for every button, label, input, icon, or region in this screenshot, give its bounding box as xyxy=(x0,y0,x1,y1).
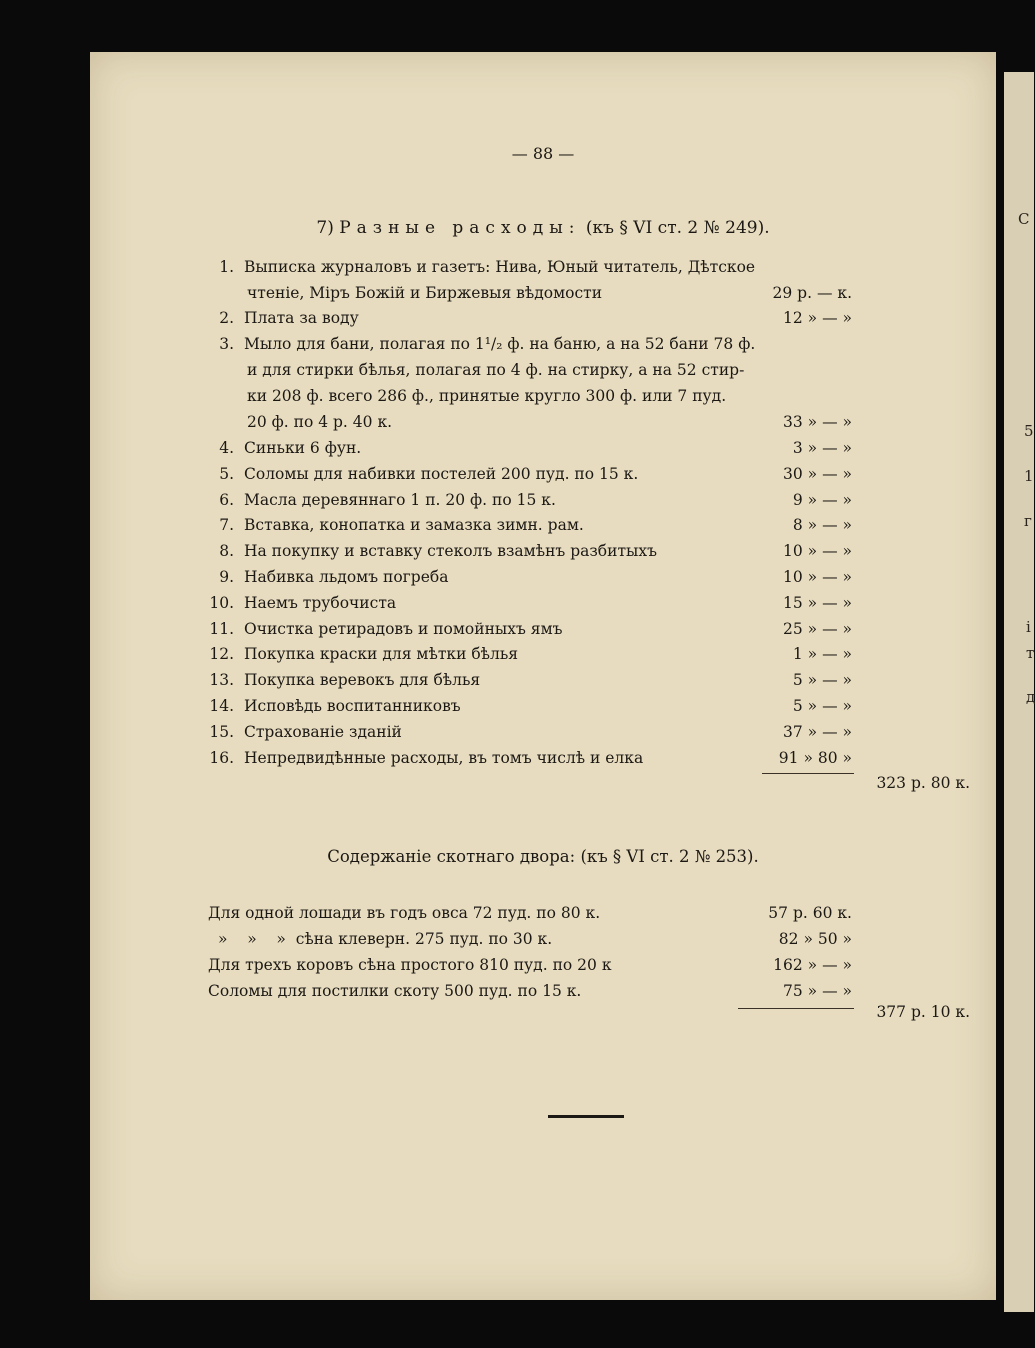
item-number: 7. xyxy=(219,516,234,534)
expense-line xyxy=(90,516,996,540)
item-text: Страхованіе зданій xyxy=(244,723,402,741)
expense-line xyxy=(90,439,996,463)
item-number: 12. xyxy=(209,645,234,663)
item-text: » » » сѣна клеверн. 275 пуд. по 30 к. xyxy=(218,930,553,948)
expense-line xyxy=(90,697,996,721)
sum-rule xyxy=(762,773,854,774)
expense-line xyxy=(90,620,996,644)
item-amount: 162 » — » xyxy=(773,956,852,974)
item-amount: 1 » — » xyxy=(792,645,852,663)
expense-line xyxy=(90,749,996,773)
item-number: 15. xyxy=(209,723,234,741)
item-text: Покупка краски для мѣтки бѣлья xyxy=(244,645,519,663)
item-text: Плата за воду xyxy=(244,309,359,327)
item-text: Очистка ретирадовъ и помойныхъ ямъ xyxy=(244,620,563,638)
adjacent-page-edge xyxy=(1004,72,1034,1312)
section-title-ref: (къ § VI ст. 2 № 249). xyxy=(585,218,770,238)
item-amount: 12 » — » xyxy=(783,309,852,327)
expense-line xyxy=(90,284,996,308)
expense-line xyxy=(90,723,996,747)
document-page xyxy=(90,52,996,1300)
item-amount: 30 » — » xyxy=(783,465,852,483)
item-number: 8. xyxy=(219,542,234,560)
item-text: Исповѣдь воспитанниковъ xyxy=(244,697,461,715)
item-amount: 75 » — » xyxy=(783,982,852,1000)
expense-line xyxy=(90,491,996,515)
edge-letter: г xyxy=(1024,512,1032,530)
expense-line xyxy=(90,335,996,359)
item-number: 4. xyxy=(219,439,234,457)
item-amount: 57 р. 60 к. xyxy=(768,904,852,922)
item-text: Набивка льдомъ погреба xyxy=(244,568,449,586)
item-text: Мыло для бани, полагая по 1¹/₂ ф. на баню, а на 52 бани 78 ф. xyxy=(244,335,756,353)
item-text: Непредвидѣнные расходы, въ томъ числѣ и елка xyxy=(244,749,644,767)
item-number: 5. xyxy=(219,465,234,483)
item-number: 13. xyxy=(209,671,234,689)
item-number: 10. xyxy=(209,594,234,612)
expense-line xyxy=(90,413,996,437)
item-amount: 33 » — » xyxy=(783,413,852,431)
item-text: Для трехъ коровъ сѣна простого 810 пуд. по 20 к xyxy=(208,956,612,974)
sum-rule xyxy=(738,1008,854,1009)
item-text: Наемъ трубочиста xyxy=(244,594,397,612)
section-total: 323 р. 80 к. xyxy=(876,774,970,792)
item-number: 14. xyxy=(209,697,234,715)
item-text: ки 208 ф. всего 286 ф., принятые кругло 300 ф. или 7 пуд. xyxy=(247,387,727,405)
item-amount: 29 р. — к. xyxy=(772,284,852,302)
item-number: 9. xyxy=(219,568,234,586)
item-amount: 37 » — » xyxy=(783,723,852,741)
item-number: 1. xyxy=(219,258,234,276)
item-text: 20 ф. по 4 р. 40 к. xyxy=(247,413,393,431)
item-text: Соломы для набивки постелей 200 пуд. по 15 к. xyxy=(244,465,639,483)
section-title-prefix: 7) xyxy=(316,218,334,238)
item-text: Соломы для постилки скоту 500 пуд. по 15 к. xyxy=(208,982,582,1000)
edge-letter: 1 xyxy=(1024,467,1034,485)
item-text: На покупку и вставку стеколъ взамѣнъ разбитыхъ xyxy=(244,542,657,560)
livestock-line xyxy=(90,956,996,980)
section-title-spaced: Разные расходы: xyxy=(339,218,581,238)
item-text: Для одной лошади въ годъ овса 72 пуд. по 80 к. xyxy=(208,904,601,922)
item-number: 11. xyxy=(209,620,234,638)
expense-line xyxy=(90,645,996,669)
end-rule xyxy=(548,1115,624,1118)
item-amount: 15 » — » xyxy=(783,594,852,612)
item-number: 2. xyxy=(219,309,234,327)
item-text: Покупка веревокъ для бѣлья xyxy=(244,671,481,689)
item-number: 3. xyxy=(219,335,234,353)
item-text: Масла деревяннаго 1 п. 20 ф. по 15 к. xyxy=(244,491,556,509)
item-amount: 5 » — » xyxy=(792,671,852,689)
item-number: 16. xyxy=(209,749,234,767)
expense-line xyxy=(90,568,996,592)
section-total: 377 р. 10 к. xyxy=(876,1003,970,1021)
item-text: чтеніе, Міръ Божій и Биржевыя вѣдомости xyxy=(247,284,603,302)
section-title xyxy=(90,218,996,238)
livestock-line xyxy=(90,904,996,928)
page-number: — 88 — xyxy=(511,144,575,163)
item-amount: 91 » 80 » xyxy=(778,749,852,767)
item-amount: 82 » 50 » xyxy=(778,930,852,948)
expense-line xyxy=(90,594,996,618)
edge-letter: д xyxy=(1026,688,1035,706)
edge-letter: т xyxy=(1026,644,1035,662)
expense-line xyxy=(90,361,996,385)
edge-letter: С xyxy=(1018,210,1030,228)
livestock-line xyxy=(90,930,996,954)
item-text: Вставка, конопатка и замазка зимн. рам. xyxy=(244,516,584,534)
edge-letter: і xyxy=(1026,618,1031,636)
section-title-2: Содержаніе скотнаго двора: (къ § VI ст. 2 № 253). xyxy=(327,847,759,866)
item-amount: 10 » — » xyxy=(783,568,852,586)
item-number: 6. xyxy=(219,491,234,509)
item-text: Синьки 6 фун. xyxy=(244,439,362,457)
item-amount: 5 » — » xyxy=(792,697,852,715)
item-text: Выписка журналовъ и газетъ: Нива, Юный читатель, Дѣтское xyxy=(244,258,756,276)
expense-line xyxy=(90,258,996,282)
item-amount: 8 » — » xyxy=(792,516,852,534)
item-amount: 10 » — » xyxy=(783,542,852,560)
expense-line xyxy=(90,387,996,411)
expense-line xyxy=(90,671,996,695)
item-amount: 3 » — » xyxy=(792,439,852,457)
expense-line xyxy=(90,465,996,489)
expense-line xyxy=(90,542,996,566)
item-amount: 25 » — » xyxy=(783,620,852,638)
item-text: и для стирки бѣлья, полагая по 4 ф. на стирку, а на 52 стир- xyxy=(247,361,745,379)
edge-letter: 5 xyxy=(1024,422,1034,440)
expense-line xyxy=(90,309,996,333)
item-amount: 9 » — » xyxy=(792,491,852,509)
